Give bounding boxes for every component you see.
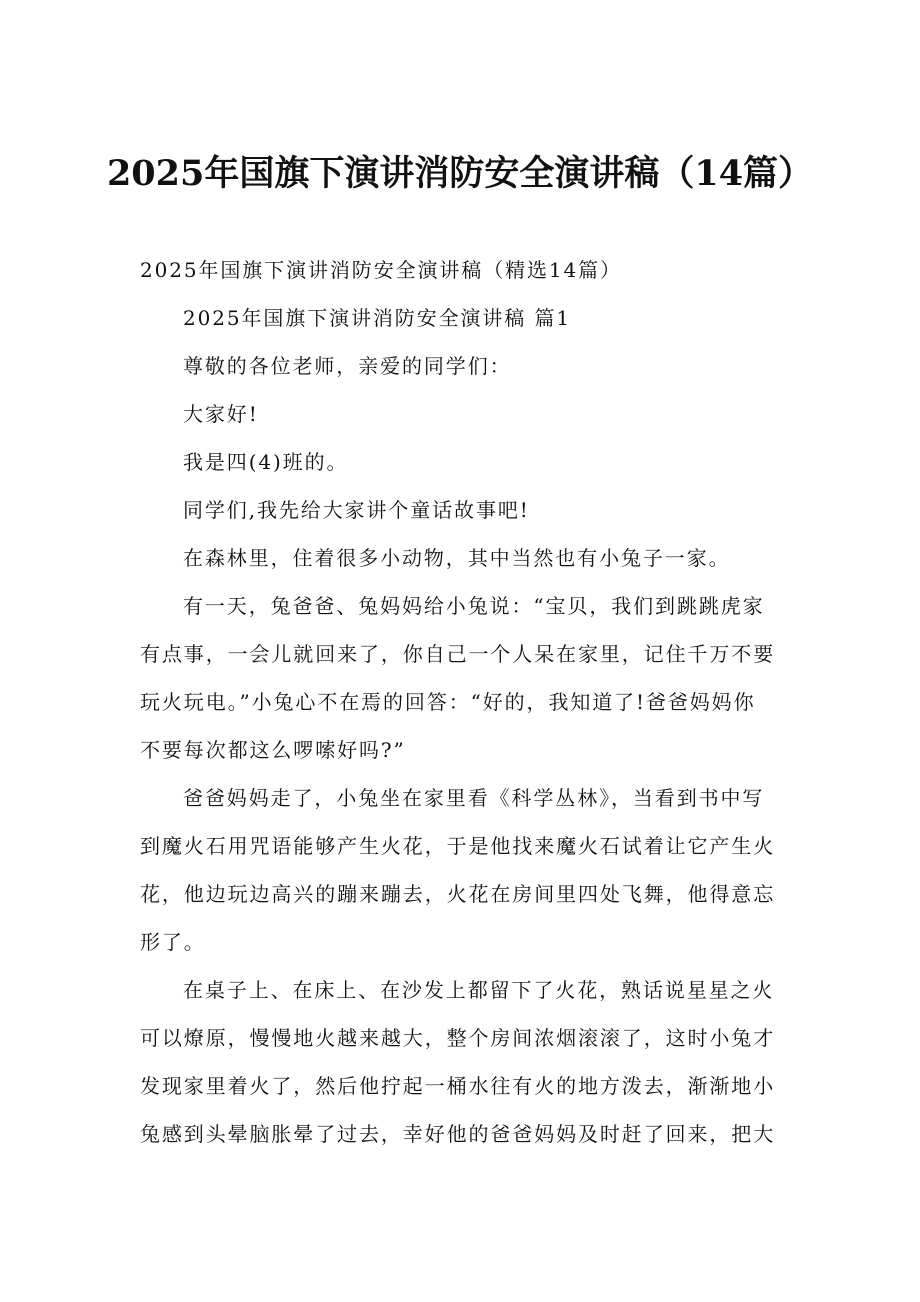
section-heading: 2025年国旗下演讲消防安全演讲稿 篇1: [183, 306, 571, 330]
paragraph-line: 大家好!: [183, 402, 259, 426]
paragraph-line: 同学们,我先给大家讲个童话故事吧!: [183, 498, 530, 522]
paragraph-line: 玩火玩电。”小兔心不在焉的回答：“好的，我知道了!爸爸妈妈你: [140, 690, 756, 714]
paragraph-line: 有一天，兔爸爸、兔妈妈给小兔说：“宝贝，我们到跳跳虎家: [183, 594, 765, 618]
paragraph-line: 我是四(4)班的。: [183, 450, 349, 474]
paragraph-line: 到魔火石用咒语能够产生火花，于是他找来魔火石试着让它产生火: [140, 834, 776, 858]
paragraph-line: 发现家里着火了，然后他拧起一桶水往有火的地方泼去，渐渐地小: [140, 1074, 776, 1098]
paragraph-line: 有点事，一会儿就回来了，你自己一个人呆在家里，记住千万不要: [140, 642, 776, 666]
paragraph-line: 可以燎原，慢慢地火越来越大，整个房间浓烟滚滚了，这时小兔才: [140, 1026, 776, 1050]
document-subtitle: 2025年国旗下演讲消防安全演讲稿（精选14篇）: [140, 258, 622, 282]
document-title: 2025年国旗下演讲消防安全演讲稿（14篇）: [106, 153, 814, 194]
paragraph-line: 爸爸妈妈走了，小兔坐在家里看《科学丛林》，当看到书中写: [183, 786, 765, 810]
paragraph-line: 兔感到头晕脑胀晕了过去，幸好他的爸爸妈妈及时赶了回来，把大: [140, 1122, 776, 1146]
paragraph-line: 花，他边玩边高兴的蹦来蹦去，火花在房间里四处飞舞，他得意忘: [140, 882, 776, 906]
paragraph-line: 在桌子上、在床上、在沙发上都留下了火花，熟话说星星之火: [183, 978, 775, 1002]
paragraph-line: 尊敬的各位老师，亲爱的同学们：: [183, 354, 512, 378]
paragraph-line: 不要每次都这么啰嗦好吗?”: [140, 738, 406, 762]
paragraph-line: 形了。: [140, 930, 206, 954]
paragraph-line: 在森林里，住着很多小动物，其中当然也有小兔子一家。: [183, 546, 731, 570]
